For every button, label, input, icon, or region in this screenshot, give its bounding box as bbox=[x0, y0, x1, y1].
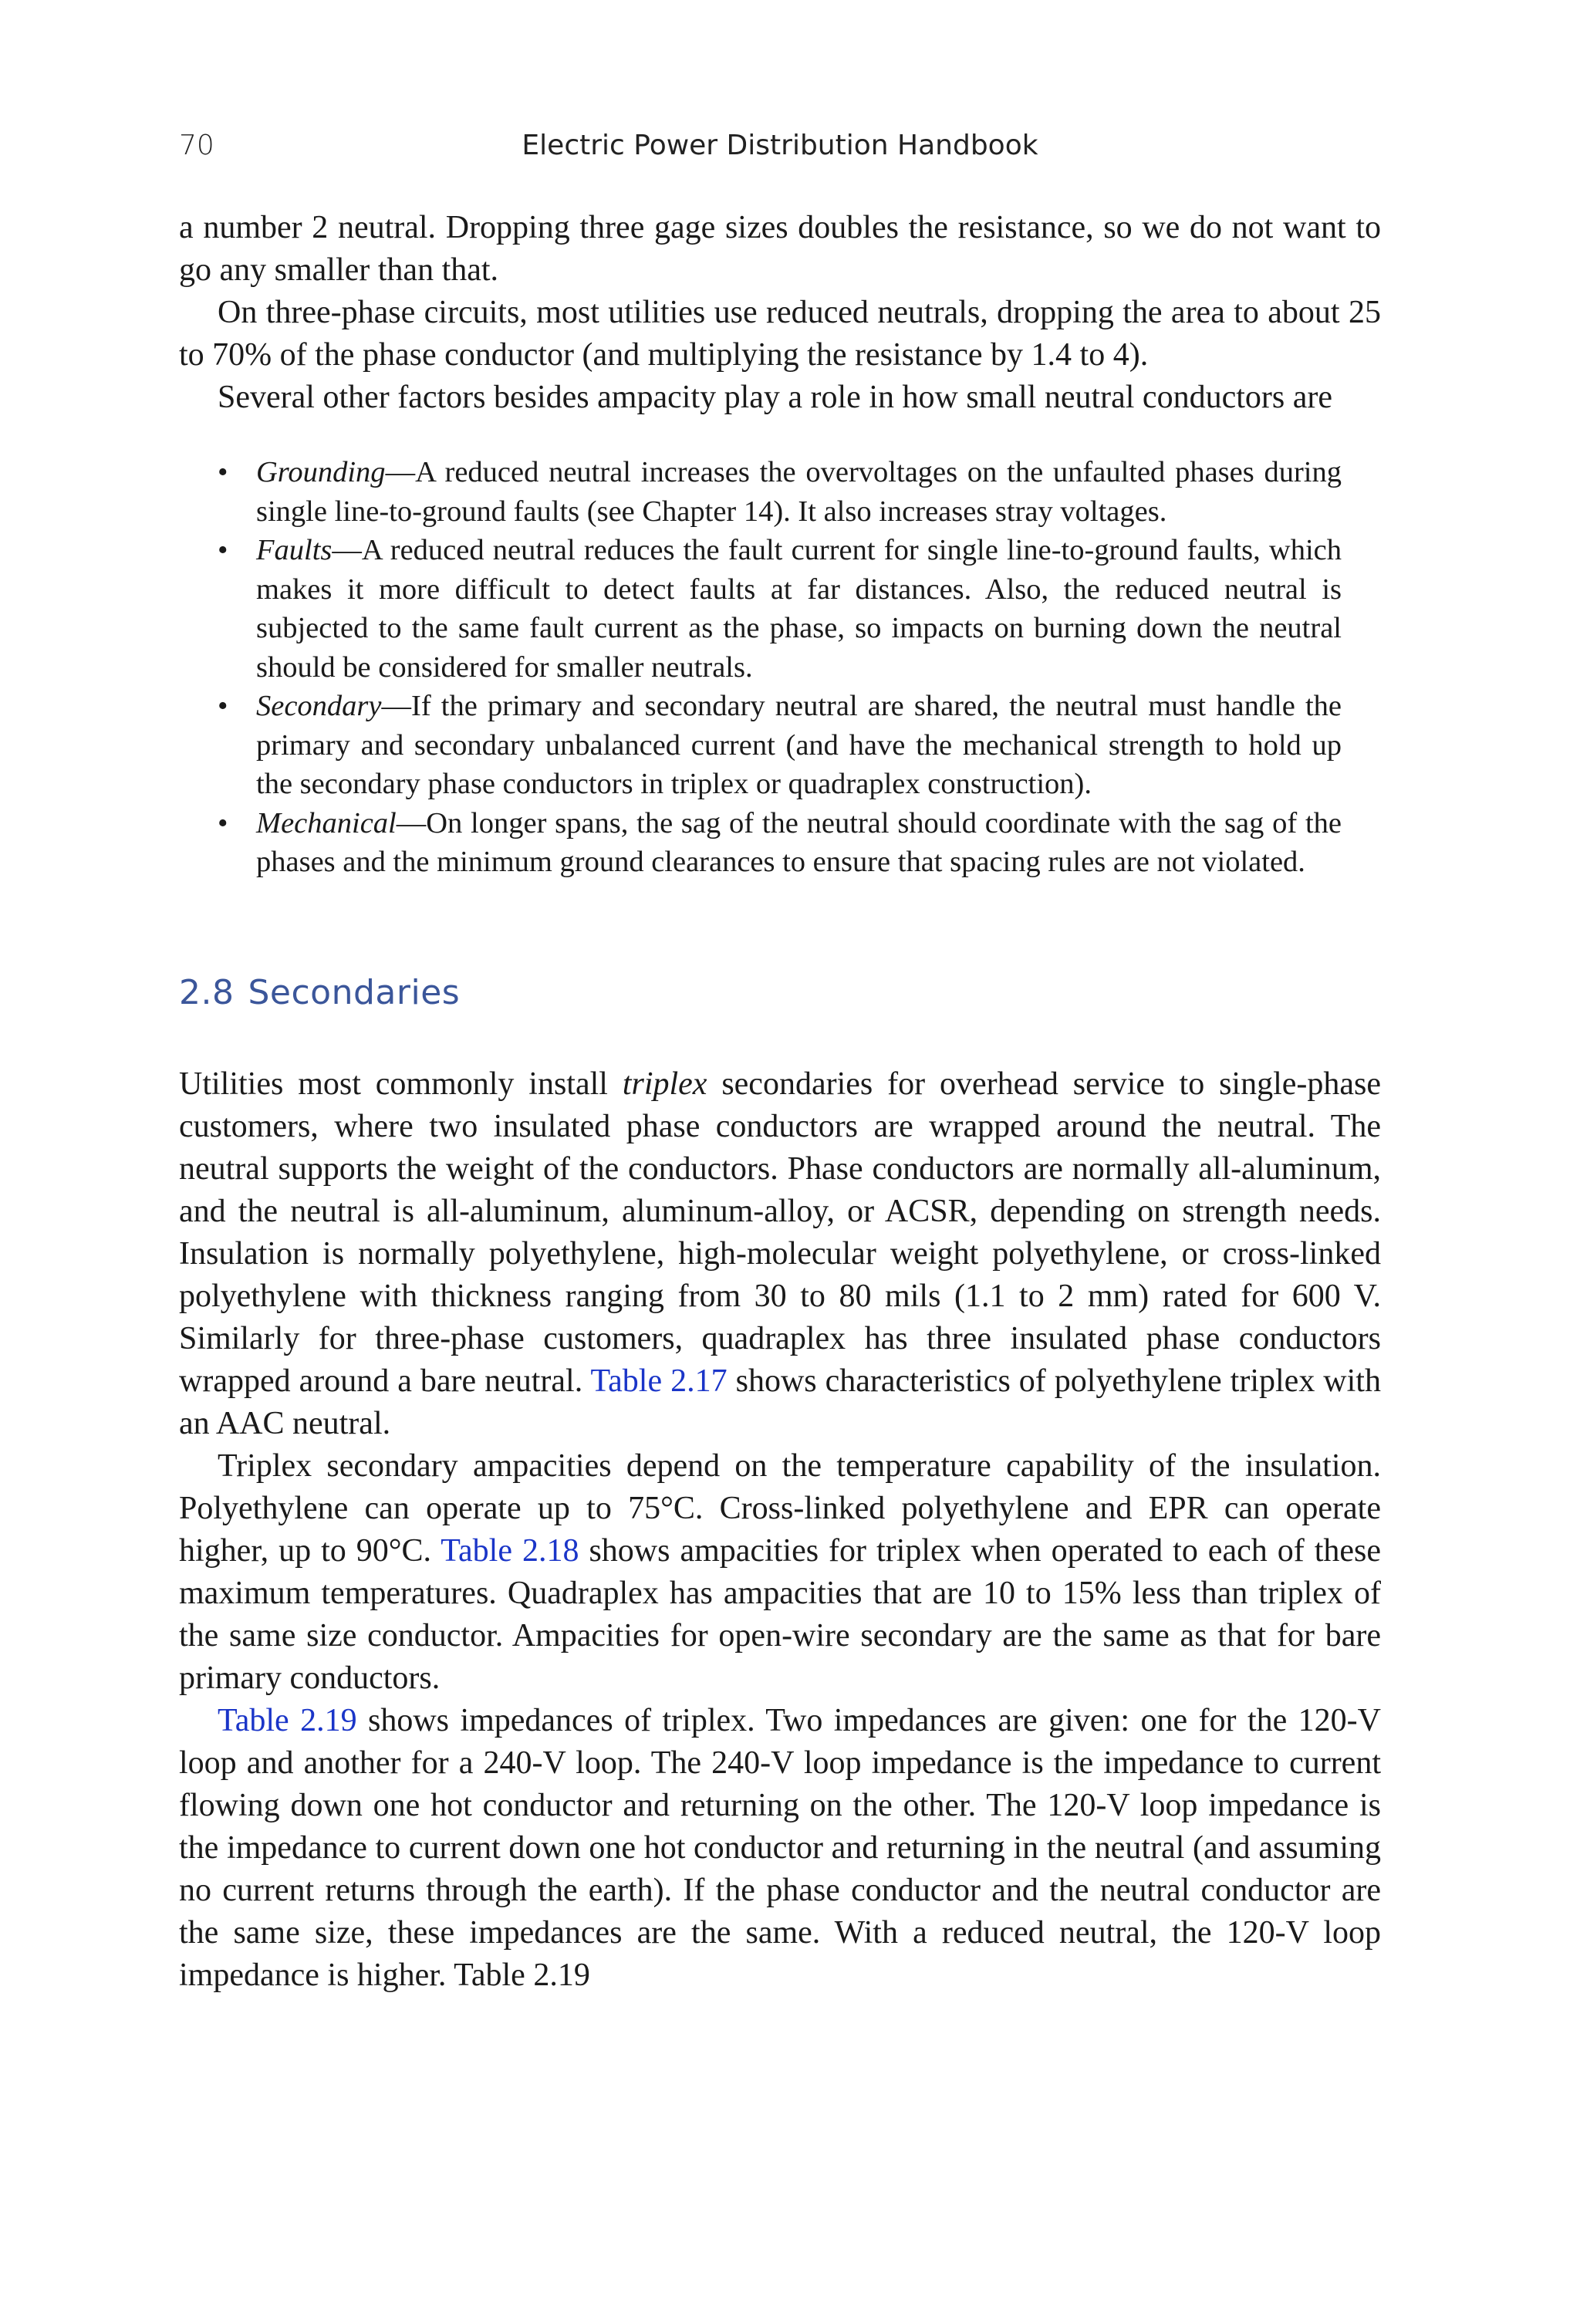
bullet-secondary bbox=[179, 687, 1342, 804]
bullet-term: Mechanical bbox=[256, 806, 397, 839]
section-title: Secondaries bbox=[248, 972, 461, 1012]
bullet-text: —A reduced neutral increases the overvoltages on the unfaulted phases during single line-to-ground faults (see Chapter 14). It also increases stray voltages. bbox=[256, 456, 1342, 528]
table-2-18-link[interactable]: Table 2.18 bbox=[441, 1532, 579, 1569]
paragraph-secondaries-1 bbox=[179, 1063, 1381, 1445]
paragraph-intro-2: On three-phase circuits, most utilities use reduced neutrals, dropping the area to about 25 to 70% of the phase conductor (and multiplying the resistance by 1.4 to 4). bbox=[179, 295, 1381, 373]
bullet-term: Grounding bbox=[256, 456, 386, 488]
bullet-text: —On longer spans, the sag of the neutral should coordinate with the sag of the phases and the minimum ground clearances to ensure that spacing rules are not violated. bbox=[256, 806, 1342, 878]
bullet-grounding bbox=[179, 453, 1342, 531]
bullet-text: —If the primary and secondary neutral are shared, the neutral must handle the primary and secondary unbalanced current (and have the mechanical strength to hold up the secondary phase conductors in triplex or quadraplex construction). bbox=[256, 690, 1342, 800]
table-2-19-link[interactable]: Table 2.19 bbox=[218, 1702, 357, 1738]
bullet-mechanical bbox=[179, 804, 1342, 882]
text-run: shows impedances of triplex. Two impedances are given: one for the 120-V loop and another for a 240-V loop. The 240-V loop impedance is the impedance to current flowing down one hot conductor and returning on the other. The 120-V loop impedance is the impedance to current down one hot conductor and returning in the neutral (and assuming no current returns through the earth). If the phase conductor and the neutral conductor are the same size, these impedances are the same. With a reduced neutral, the 120-V loop impedance is higher. Table 2.19 bbox=[179, 1702, 1381, 1993]
bullet-faults bbox=[179, 531, 1342, 687]
page-number: 70 bbox=[179, 130, 214, 161]
running-title: Electric Power Distribution Handbook bbox=[522, 130, 1038, 161]
text-run: secondaries for overhead service to single-phase customers, where two insulated phase conductors are wrapped around the neutral. The neutral supports the weight of the conductors. Phase conductors are normally all-aluminum, and the neutral is all-aluminum, aluminum-alloy, or ACSR, depending on strength needs. Insulation is normally polyethylene, high-molecular weight polyethylene, or cross-linked polyethylene with thickness ranging from 30 to 80 mils (1.1 to 2 mm) rated for 600 V. Similarly for three-phase customers, quadraplex has three insulated phase conductors wrapped around a bare neutral. bbox=[179, 1066, 1382, 1399]
paragraph-intro-1: a number 2 neutral. Dropping three gage sizes doubles the resistance, so we do not want to go any smaller than that. bbox=[179, 210, 1381, 288]
paragraph-intro-3: Several other factors besides ampacity play a role in how small neutral conductors are bbox=[218, 380, 1332, 415]
section-heading bbox=[179, 973, 1381, 1012]
page-body bbox=[179, 207, 1381, 1997]
bullet-icon: • bbox=[218, 806, 228, 839]
paragraph-secondaries-3 bbox=[179, 1700, 1381, 1997]
page-header bbox=[179, 130, 1381, 168]
text-run: Utilities most commonly install bbox=[179, 1066, 623, 1102]
emphasis-triplex: triplex bbox=[622, 1066, 707, 1102]
text-run: shows ampacities for triplex when operated to each of these maximum temperatures. Quadraplex has ampacities that are 10 to 15% less than triplex of the same size conductor. Ampacities for open-wire secondary are the same as that for bare primary conductors. bbox=[179, 1532, 1381, 1696]
text-run: shows characteristics of polyethylene triplex with an AAC neutral. bbox=[179, 1363, 1381, 1441]
bullet-icon: • bbox=[218, 456, 228, 488]
paragraph-secondaries-2 bbox=[179, 1445, 1381, 1700]
bullet-term: Faults bbox=[256, 534, 333, 566]
bullet-icon: • bbox=[218, 690, 228, 722]
text-run: Triplex secondary ampacities depend on the temperature capability of the insulation. Polyethylene can operate up to 75°C. Cross-linked polyethylene and EPR can operate higher, up to 90°C. bbox=[179, 1447, 1381, 1569]
bullet-icon: • bbox=[218, 534, 228, 566]
section-number: 2.8 bbox=[179, 972, 235, 1012]
bullet-text: —A reduced neutral reduces the fault current for single line-to-ground faults, which makes it more difficult to detect faults at far distances. Also, the reduced neutral is subjected to the same fault current as the phase, so impacts on burning down the neutral should be considered for smaller neutrals. bbox=[256, 534, 1342, 684]
factor-bullet-list bbox=[179, 453, 1381, 882]
table-2-17-link[interactable]: Table 2.17 bbox=[590, 1363, 728, 1399]
bullet-term: Secondary bbox=[256, 690, 382, 722]
